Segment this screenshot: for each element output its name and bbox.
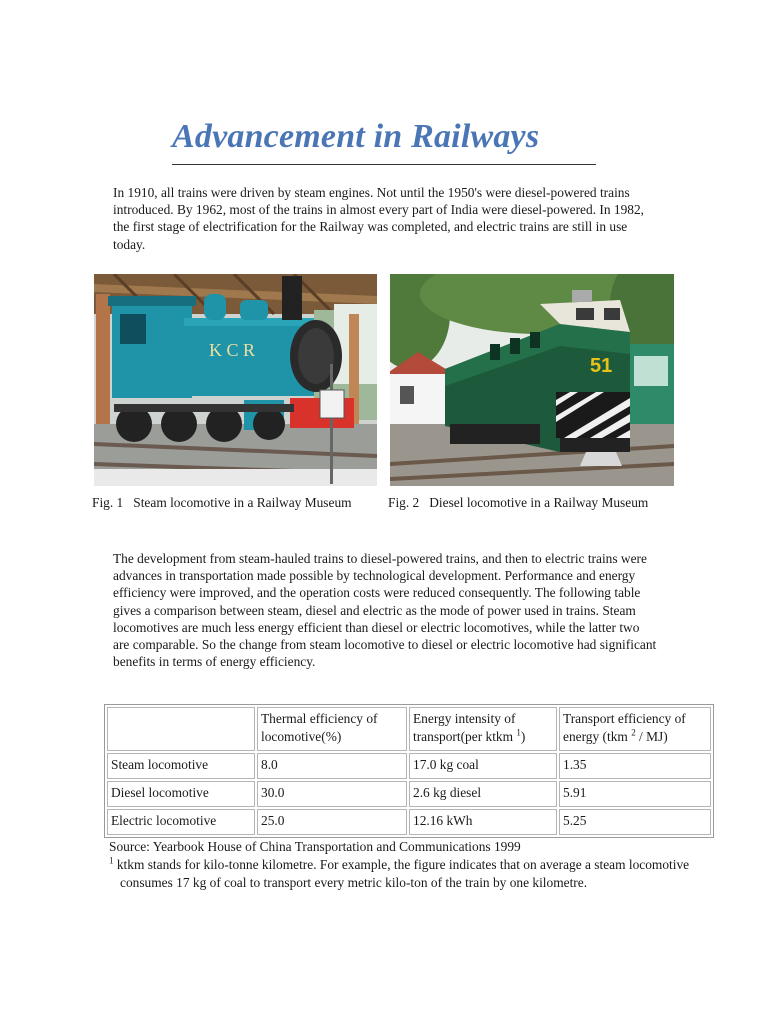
footnote: [109, 856, 710, 891]
figure-2-number: Fig. 2: [388, 495, 420, 510]
figure-1-caption-text: Steam locomotive in a Railway Museum: [133, 495, 352, 510]
footnote-mark: 1: [109, 855, 114, 866]
steam-locomotive-photo: [94, 274, 377, 486]
cell-thermal: 25.0: [257, 809, 407, 835]
title-underline: [172, 164, 596, 165]
row-name: Diesel locomotive: [107, 781, 255, 807]
header-cell-empty: [107, 707, 255, 751]
cell-thermal: 30.0: [257, 781, 407, 807]
figure-2-caption-text: Diesel locomotive in a Railway Museum: [429, 495, 649, 510]
cell-transport: 1.35: [559, 753, 711, 779]
figure-1-caption: [92, 494, 362, 512]
header-transport-efficiency: Transport efficiency of energy (tkm $^2$ / MJ): [559, 707, 711, 751]
loco-number: 51: [590, 355, 613, 377]
cell-intensity: 2.6 kg diesel: [409, 781, 557, 807]
cell-intensity: 17.0 kg coal: [409, 753, 557, 779]
header-thermal-efficiency: Thermal efficiency of locomotive(%): [257, 707, 407, 751]
row-name: Steam locomotive: [107, 753, 255, 779]
figure-2-caption: [388, 494, 658, 512]
loco-lettering: K C R: [209, 340, 256, 360]
header-energy-intensity: Energy intensity of transport(per ktkm $^1$): [409, 707, 557, 751]
table-row: [107, 753, 711, 779]
cell-transport: 5.91: [559, 781, 711, 807]
table-header-row: [107, 707, 711, 751]
figure-1-number: Fig. 1: [92, 495, 124, 510]
table-row: [107, 781, 711, 807]
intro-paragraph: In 1910, all trains were driven by steam engines. Not until the 1950's were diesel-powered trains introduced. By 1962, most of the trains in almost every part of India were diesel-powered. In 1982, the first stage of electrification for the Railway was completed, and electric trains are still in use today.: [113, 185, 645, 252]
table-source: Source: Yearbook House of China Transportation and Communications 1999: [109, 839, 521, 854]
page-title: Advancement in Railways: [172, 118, 540, 155]
table-row: [107, 809, 711, 835]
body-paragraph: The development from steam-hauled trains to diesel-powered trains, and then to electric trains were advances in transportation made possible by technological development. Performance and energy efficiency were improved, and the operation costs were reduced consequently. The following table gives a comparison between steam, diesel and electric as the mode of power used in trains. Steam locomotives are much less energy efficient than diesel or electric locomotives, while the latter two are comparable. So the change from steam locomotive to diesel or electric locomotive had significant benefits in terms of energy efficiency.: [113, 551, 657, 670]
row-name: Electric locomotive: [107, 809, 255, 835]
footnote-text: ktkm stands for kilo-tonne kilometre. For example, the figure indicates that on average a steam locomotive consumes 17 kg of coal to transport every metric kilo-ton of the train by one kilometre.: [113, 857, 690, 890]
cell-intensity: 12.16 kWh: [409, 809, 557, 835]
cell-thermal: 8.0: [257, 753, 407, 779]
cell-transport: 5.25: [559, 809, 711, 835]
comparison-table: [104, 704, 714, 838]
diesel-locomotive-photo: [390, 274, 674, 486]
